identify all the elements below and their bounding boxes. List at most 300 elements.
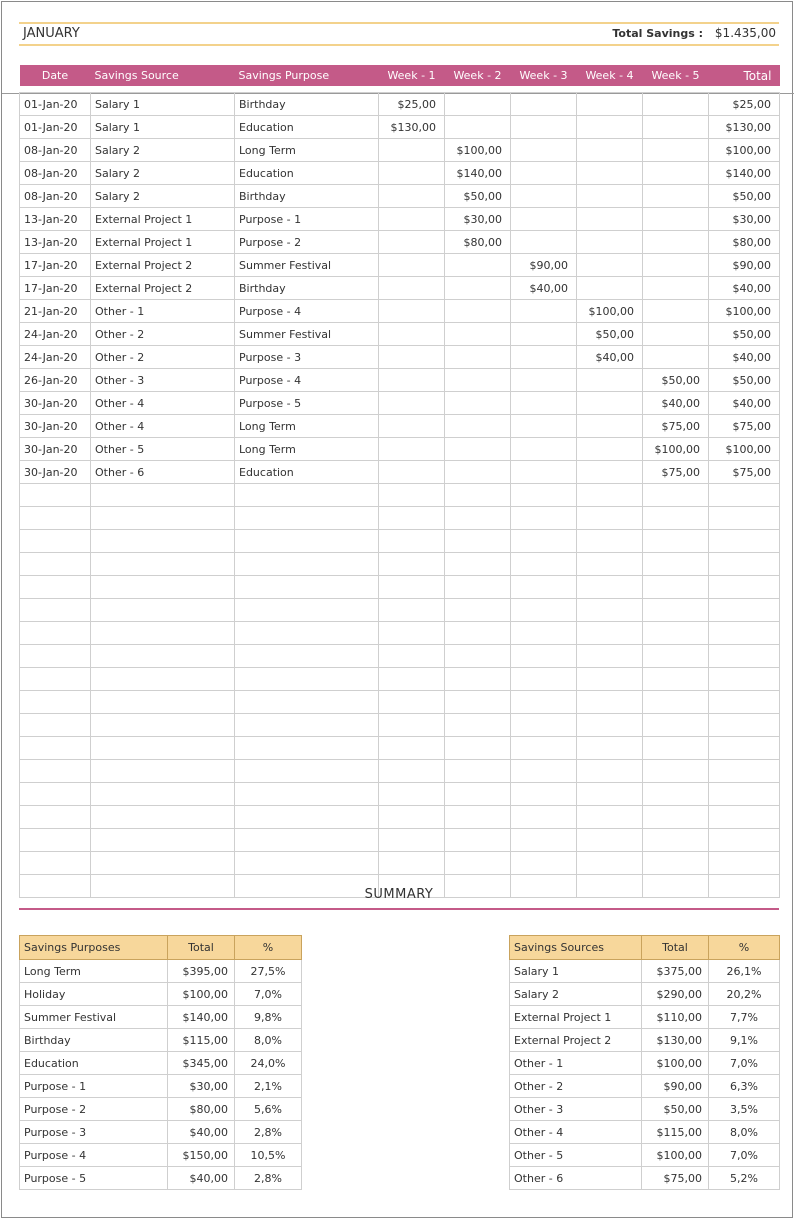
empty-cell <box>235 553 379 576</box>
empty-cell <box>511 668 577 691</box>
table-row <box>20 346 780 369</box>
cell-w5 <box>643 93 709 116</box>
summary-cell-name: External Project 2 <box>510 1029 642 1052</box>
summary-cell-pct: 20,2% <box>709 983 780 1006</box>
summary-cell-total: $100,00 <box>168 983 235 1006</box>
empty-cell <box>709 714 780 737</box>
cell-w1 <box>379 139 445 162</box>
empty-cell <box>445 599 511 622</box>
cell-date: 17-Jan-20 <box>20 277 91 300</box>
table-row <box>20 116 780 139</box>
cell-purpose: Birthday <box>235 185 379 208</box>
cell-w2: $50,00 <box>445 185 511 208</box>
table-row <box>20 323 780 346</box>
summary-cell-pct: 24,0% <box>235 1052 302 1075</box>
empty-cell <box>379 760 445 783</box>
empty-table-row <box>20 645 780 668</box>
cell-date: 17-Jan-20 <box>20 254 91 277</box>
summary-cell-pct: 5,2% <box>709 1167 780 1190</box>
empty-cell <box>511 806 577 829</box>
cell-w1 <box>379 323 445 346</box>
table-row <box>20 438 780 461</box>
empty-cell <box>91 829 235 852</box>
empty-cell <box>235 668 379 691</box>
cell-total: $75,00 <box>709 461 780 484</box>
empty-cell <box>445 576 511 599</box>
empty-cell <box>91 714 235 737</box>
summary-row <box>510 1167 780 1190</box>
empty-cell <box>91 852 235 875</box>
summary-cell-name: Other - 6 <box>510 1167 642 1190</box>
empty-cell <box>379 484 445 507</box>
summary-cell-name: Long Term <box>20 960 168 983</box>
col-header-purpose: Savings Purpose <box>235 65 379 86</box>
empty-cell <box>235 530 379 553</box>
empty-cell <box>235 806 379 829</box>
summary-cell-name: Purpose - 3 <box>20 1121 168 1144</box>
col-header-week-4: Week - 4 <box>577 65 643 86</box>
empty-table-row <box>20 530 780 553</box>
summary-cell-name: Other - 2 <box>510 1075 642 1098</box>
cell-w5 <box>643 254 709 277</box>
cell-w5 <box>643 277 709 300</box>
empty-cell <box>20 599 91 622</box>
cell-source: Salary 2 <box>91 162 235 185</box>
empty-cell <box>643 852 709 875</box>
summary-row <box>510 1075 780 1098</box>
empty-table-row <box>20 852 780 875</box>
cell-w2 <box>445 438 511 461</box>
cell-w2 <box>445 415 511 438</box>
table-row <box>20 461 780 484</box>
summary-cell-name: Summer Festival <box>20 1006 168 1029</box>
empty-cell <box>379 737 445 760</box>
cell-w4 <box>577 231 643 254</box>
empty-cell <box>709 760 780 783</box>
empty-cell <box>511 553 577 576</box>
table-body <box>20 86 780 898</box>
empty-cell <box>91 806 235 829</box>
cell-w4: $40,00 <box>577 346 643 369</box>
cell-total: $75,00 <box>709 415 780 438</box>
empty-cell <box>643 484 709 507</box>
empty-cell <box>91 737 235 760</box>
empty-cell <box>643 645 709 668</box>
cell-w3 <box>511 162 577 185</box>
cell-w3 <box>511 300 577 323</box>
empty-cell <box>643 576 709 599</box>
empty-cell <box>91 760 235 783</box>
cell-purpose: Birthday <box>235 277 379 300</box>
summary-cell-name: Other - 1 <box>510 1052 642 1075</box>
empty-cell <box>577 484 643 507</box>
cell-purpose: Purpose - 4 <box>235 369 379 392</box>
empty-cell <box>577 829 643 852</box>
cell-purpose: Summer Festival <box>235 323 379 346</box>
cell-total: $40,00 <box>709 277 780 300</box>
summary-cell-name: Other - 4 <box>510 1121 642 1144</box>
cell-date: 13-Jan-20 <box>20 231 91 254</box>
summary-cell-name: Salary 1 <box>510 960 642 983</box>
total-savings-label: Total Savings : <box>612 27 703 40</box>
cell-purpose: Purpose - 4 <box>235 300 379 323</box>
cell-source: Other - 3 <box>91 369 235 392</box>
cell-source: Salary 2 <box>91 139 235 162</box>
cell-date: 30-Jan-20 <box>20 392 91 415</box>
cell-total: $40,00 <box>709 346 780 369</box>
empty-cell <box>235 576 379 599</box>
cell-source: Other - 2 <box>91 346 235 369</box>
empty-table-row <box>20 806 780 829</box>
empty-cell <box>235 622 379 645</box>
cell-source: External Project 1 <box>91 231 235 254</box>
empty-cell <box>379 668 445 691</box>
empty-cell <box>643 553 709 576</box>
cell-date: 30-Jan-20 <box>20 415 91 438</box>
cell-w5 <box>643 185 709 208</box>
purposes-col-percent: % <box>235 936 302 960</box>
summary-cell-total: $90,00 <box>642 1075 709 1098</box>
cell-source: Other - 4 <box>91 415 235 438</box>
empty-cell <box>709 691 780 714</box>
summary-cell-pct: 26,1% <box>709 960 780 983</box>
purposes-header-row <box>20 936 302 960</box>
cell-total: $140,00 <box>709 162 780 185</box>
summary-cell-total: $100,00 <box>642 1052 709 1075</box>
cell-w1 <box>379 369 445 392</box>
summary-cell-pct: 2,1% <box>235 1075 302 1098</box>
empty-cell <box>511 507 577 530</box>
table-row <box>20 93 780 116</box>
summary-divider <box>19 908 779 910</box>
summary-row <box>20 1098 302 1121</box>
empty-cell <box>511 530 577 553</box>
summary-cell-pct: 5,6% <box>235 1098 302 1121</box>
sources-body <box>510 960 780 1190</box>
table-row <box>20 231 780 254</box>
empty-cell <box>91 576 235 599</box>
summary-cell-name: Purpose - 2 <box>20 1098 168 1121</box>
col-header-week-3: Week - 3 <box>511 65 577 86</box>
summary-cell-total: $130,00 <box>642 1029 709 1052</box>
total-savings-value: $1.435,00 <box>714 26 776 40</box>
empty-cell <box>445 852 511 875</box>
summary-row <box>20 1029 302 1052</box>
cell-w1: $25,00 <box>379 93 445 116</box>
cell-purpose: Long Term <box>235 139 379 162</box>
savings-entries-table <box>19 65 780 898</box>
empty-cell <box>709 484 780 507</box>
empty-cell <box>445 553 511 576</box>
cell-w5 <box>643 300 709 323</box>
empty-cell <box>577 668 643 691</box>
empty-cell <box>445 714 511 737</box>
empty-cell <box>20 760 91 783</box>
summary-cell-pct: 27,5% <box>235 960 302 983</box>
empty-cell <box>445 760 511 783</box>
summary-cell-name: Other - 5 <box>510 1144 642 1167</box>
empty-cell <box>20 553 91 576</box>
empty-cell <box>577 599 643 622</box>
col-header-week-2: Week - 2 <box>445 65 511 86</box>
summary-cell-name: Salary 2 <box>510 983 642 1006</box>
empty-cell <box>445 806 511 829</box>
empty-cell <box>709 852 780 875</box>
summary-cell-total: $150,00 <box>168 1144 235 1167</box>
empty-cell <box>643 806 709 829</box>
summary-cell-pct: 2,8% <box>235 1167 302 1190</box>
sources-col-total: Total <box>642 936 709 960</box>
cell-w1: $130,00 <box>379 116 445 139</box>
col-header-week-5: Week - 5 <box>643 65 709 86</box>
empty-cell <box>445 645 511 668</box>
cell-purpose: Education <box>235 116 379 139</box>
cell-date: 30-Jan-20 <box>20 461 91 484</box>
cell-w5 <box>643 346 709 369</box>
cell-date: 26-Jan-20 <box>20 369 91 392</box>
empty-cell <box>445 829 511 852</box>
empty-cell <box>709 829 780 852</box>
empty-cell <box>577 530 643 553</box>
empty-cell <box>577 852 643 875</box>
empty-table-row <box>20 691 780 714</box>
cell-w1 <box>379 208 445 231</box>
empty-cell <box>643 714 709 737</box>
cell-w3 <box>511 415 577 438</box>
summary-cell-pct: 2,8% <box>235 1121 302 1144</box>
summary-row <box>20 1167 302 1190</box>
empty-cell <box>91 530 235 553</box>
summary-cell-name: Birthday <box>20 1029 168 1052</box>
summary-row <box>510 1121 780 1144</box>
empty-cell <box>20 507 91 530</box>
cell-w1 <box>379 231 445 254</box>
cell-w2: $80,00 <box>445 231 511 254</box>
summary-row <box>20 1144 302 1167</box>
summary-row <box>510 1144 780 1167</box>
cell-w4: $100,00 <box>577 300 643 323</box>
cell-date: 01-Jan-20 <box>20 93 91 116</box>
summary-cell-total: $30,00 <box>168 1075 235 1098</box>
cell-w4 <box>577 277 643 300</box>
empty-cell <box>511 599 577 622</box>
cell-date: 01-Jan-20 <box>20 116 91 139</box>
empty-table-row <box>20 737 780 760</box>
cell-w3 <box>511 323 577 346</box>
cell-w3 <box>511 438 577 461</box>
summary-cell-total: $100,00 <box>642 1144 709 1167</box>
cell-w4 <box>577 139 643 162</box>
empty-cell <box>379 507 445 530</box>
table-row <box>20 162 780 185</box>
empty-cell <box>643 829 709 852</box>
summary-row <box>510 1052 780 1075</box>
empty-cell <box>643 691 709 714</box>
cell-date: 30-Jan-20 <box>20 438 91 461</box>
empty-cell <box>20 783 91 806</box>
empty-table-row <box>20 622 780 645</box>
cell-w5 <box>643 231 709 254</box>
cell-w5 <box>643 162 709 185</box>
empty-cell <box>91 783 235 806</box>
empty-cell <box>20 806 91 829</box>
cell-source: Other - 5 <box>91 438 235 461</box>
cell-w4 <box>577 162 643 185</box>
table-row <box>20 208 780 231</box>
empty-cell <box>379 530 445 553</box>
empty-cell <box>235 484 379 507</box>
cell-w3 <box>511 461 577 484</box>
empty-cell <box>379 691 445 714</box>
summary-cell-total: $110,00 <box>642 1006 709 1029</box>
empty-cell <box>20 737 91 760</box>
month-title: JANUARY <box>23 26 80 41</box>
cell-w2: $30,00 <box>445 208 511 231</box>
sources-col-name: Savings Sources <box>510 936 642 960</box>
cell-w4 <box>577 461 643 484</box>
cell-w2 <box>445 461 511 484</box>
cell-source: Salary 1 <box>91 93 235 116</box>
table-row <box>20 254 780 277</box>
cell-w2: $100,00 <box>445 139 511 162</box>
cell-w3 <box>511 139 577 162</box>
cell-purpose: Long Term <box>235 438 379 461</box>
cell-w2 <box>445 254 511 277</box>
summary-cell-pct: 7,0% <box>235 983 302 1006</box>
empty-cell <box>235 783 379 806</box>
empty-cell <box>235 829 379 852</box>
cell-w1 <box>379 461 445 484</box>
empty-table-row <box>20 760 780 783</box>
cell-w4 <box>577 392 643 415</box>
cell-w2 <box>445 323 511 346</box>
summary-row <box>20 1006 302 1029</box>
cell-w3 <box>511 116 577 139</box>
cell-w1 <box>379 438 445 461</box>
empty-cell <box>511 760 577 783</box>
col-header-week-1: Week - 1 <box>379 65 445 86</box>
summary-row <box>510 960 780 983</box>
empty-cell <box>577 714 643 737</box>
empty-cell <box>709 737 780 760</box>
cell-purpose: Purpose - 5 <box>235 392 379 415</box>
cell-w4 <box>577 208 643 231</box>
cell-total: $50,00 <box>709 369 780 392</box>
cell-w3: $40,00 <box>511 277 577 300</box>
savings-purposes-table <box>19 935 302 1190</box>
cell-source: External Project 2 <box>91 277 235 300</box>
empty-cell <box>379 599 445 622</box>
cell-w4 <box>577 438 643 461</box>
empty-cell <box>445 783 511 806</box>
empty-cell <box>643 668 709 691</box>
cell-purpose: Purpose - 3 <box>235 346 379 369</box>
empty-cell <box>511 714 577 737</box>
summary-row <box>20 1075 302 1098</box>
empty-cell <box>20 852 91 875</box>
summary-cell-name: Other - 3 <box>510 1098 642 1121</box>
cell-w3 <box>511 231 577 254</box>
summary-cell-total: $140,00 <box>168 1006 235 1029</box>
cell-w5: $40,00 <box>643 392 709 415</box>
empty-cell <box>235 507 379 530</box>
summary-cell-pct: 10,5% <box>235 1144 302 1167</box>
summary-row <box>20 960 302 983</box>
cell-w1 <box>379 162 445 185</box>
summary-row <box>510 1006 780 1029</box>
cell-date: 08-Jan-20 <box>20 162 91 185</box>
summary-row <box>20 1121 302 1144</box>
cell-w4 <box>577 415 643 438</box>
empty-cell <box>235 737 379 760</box>
cell-source: Other - 1 <box>91 300 235 323</box>
empty-cell <box>709 668 780 691</box>
empty-cell <box>235 714 379 737</box>
empty-cell <box>577 576 643 599</box>
empty-cell <box>379 576 445 599</box>
cell-date: 21-Jan-20 <box>20 300 91 323</box>
summary-row <box>510 983 780 1006</box>
cell-w2: $140,00 <box>445 162 511 185</box>
cell-total: $40,00 <box>709 392 780 415</box>
summary-cell-name: Purpose - 4 <box>20 1144 168 1167</box>
cell-w1 <box>379 415 445 438</box>
table-row <box>20 415 780 438</box>
purposes-col-name: Savings Purposes <box>20 936 168 960</box>
summary-cell-pct: 9,1% <box>709 1029 780 1052</box>
empty-cell <box>379 829 445 852</box>
cell-w4 <box>577 254 643 277</box>
empty-cell <box>577 806 643 829</box>
empty-cell <box>643 622 709 645</box>
empty-cell <box>20 576 91 599</box>
cell-w1 <box>379 185 445 208</box>
summary-cell-total: $75,00 <box>642 1167 709 1190</box>
empty-cell <box>511 737 577 760</box>
summary-cell-name: Holiday <box>20 983 168 1006</box>
empty-table-row <box>20 507 780 530</box>
col-header-date: Date <box>20 65 91 86</box>
empty-table-row <box>20 599 780 622</box>
empty-cell <box>577 691 643 714</box>
empty-cell <box>91 553 235 576</box>
purposes-col-total: Total <box>168 936 235 960</box>
cell-w5 <box>643 208 709 231</box>
cell-w4 <box>577 93 643 116</box>
summary-cell-name: Education <box>20 1052 168 1075</box>
cell-source: External Project 2 <box>91 254 235 277</box>
cell-w1 <box>379 346 445 369</box>
empty-cell <box>379 806 445 829</box>
cell-w3: $90,00 <box>511 254 577 277</box>
empty-cell <box>643 760 709 783</box>
empty-cell <box>91 484 235 507</box>
empty-cell <box>20 645 91 668</box>
savings-tracker-page <box>1 1 793 1218</box>
summary-cell-name: External Project 1 <box>510 1006 642 1029</box>
empty-cell <box>445 737 511 760</box>
cell-purpose: Purpose - 1 <box>235 208 379 231</box>
empty-cell <box>709 645 780 668</box>
cell-source: Salary 2 <box>91 185 235 208</box>
empty-cell <box>643 507 709 530</box>
empty-cell <box>235 645 379 668</box>
cell-w4 <box>577 185 643 208</box>
summary-cell-pct: 7,0% <box>709 1052 780 1075</box>
empty-cell <box>577 553 643 576</box>
month-header <box>19 22 779 46</box>
cell-total: $130,00 <box>709 116 780 139</box>
